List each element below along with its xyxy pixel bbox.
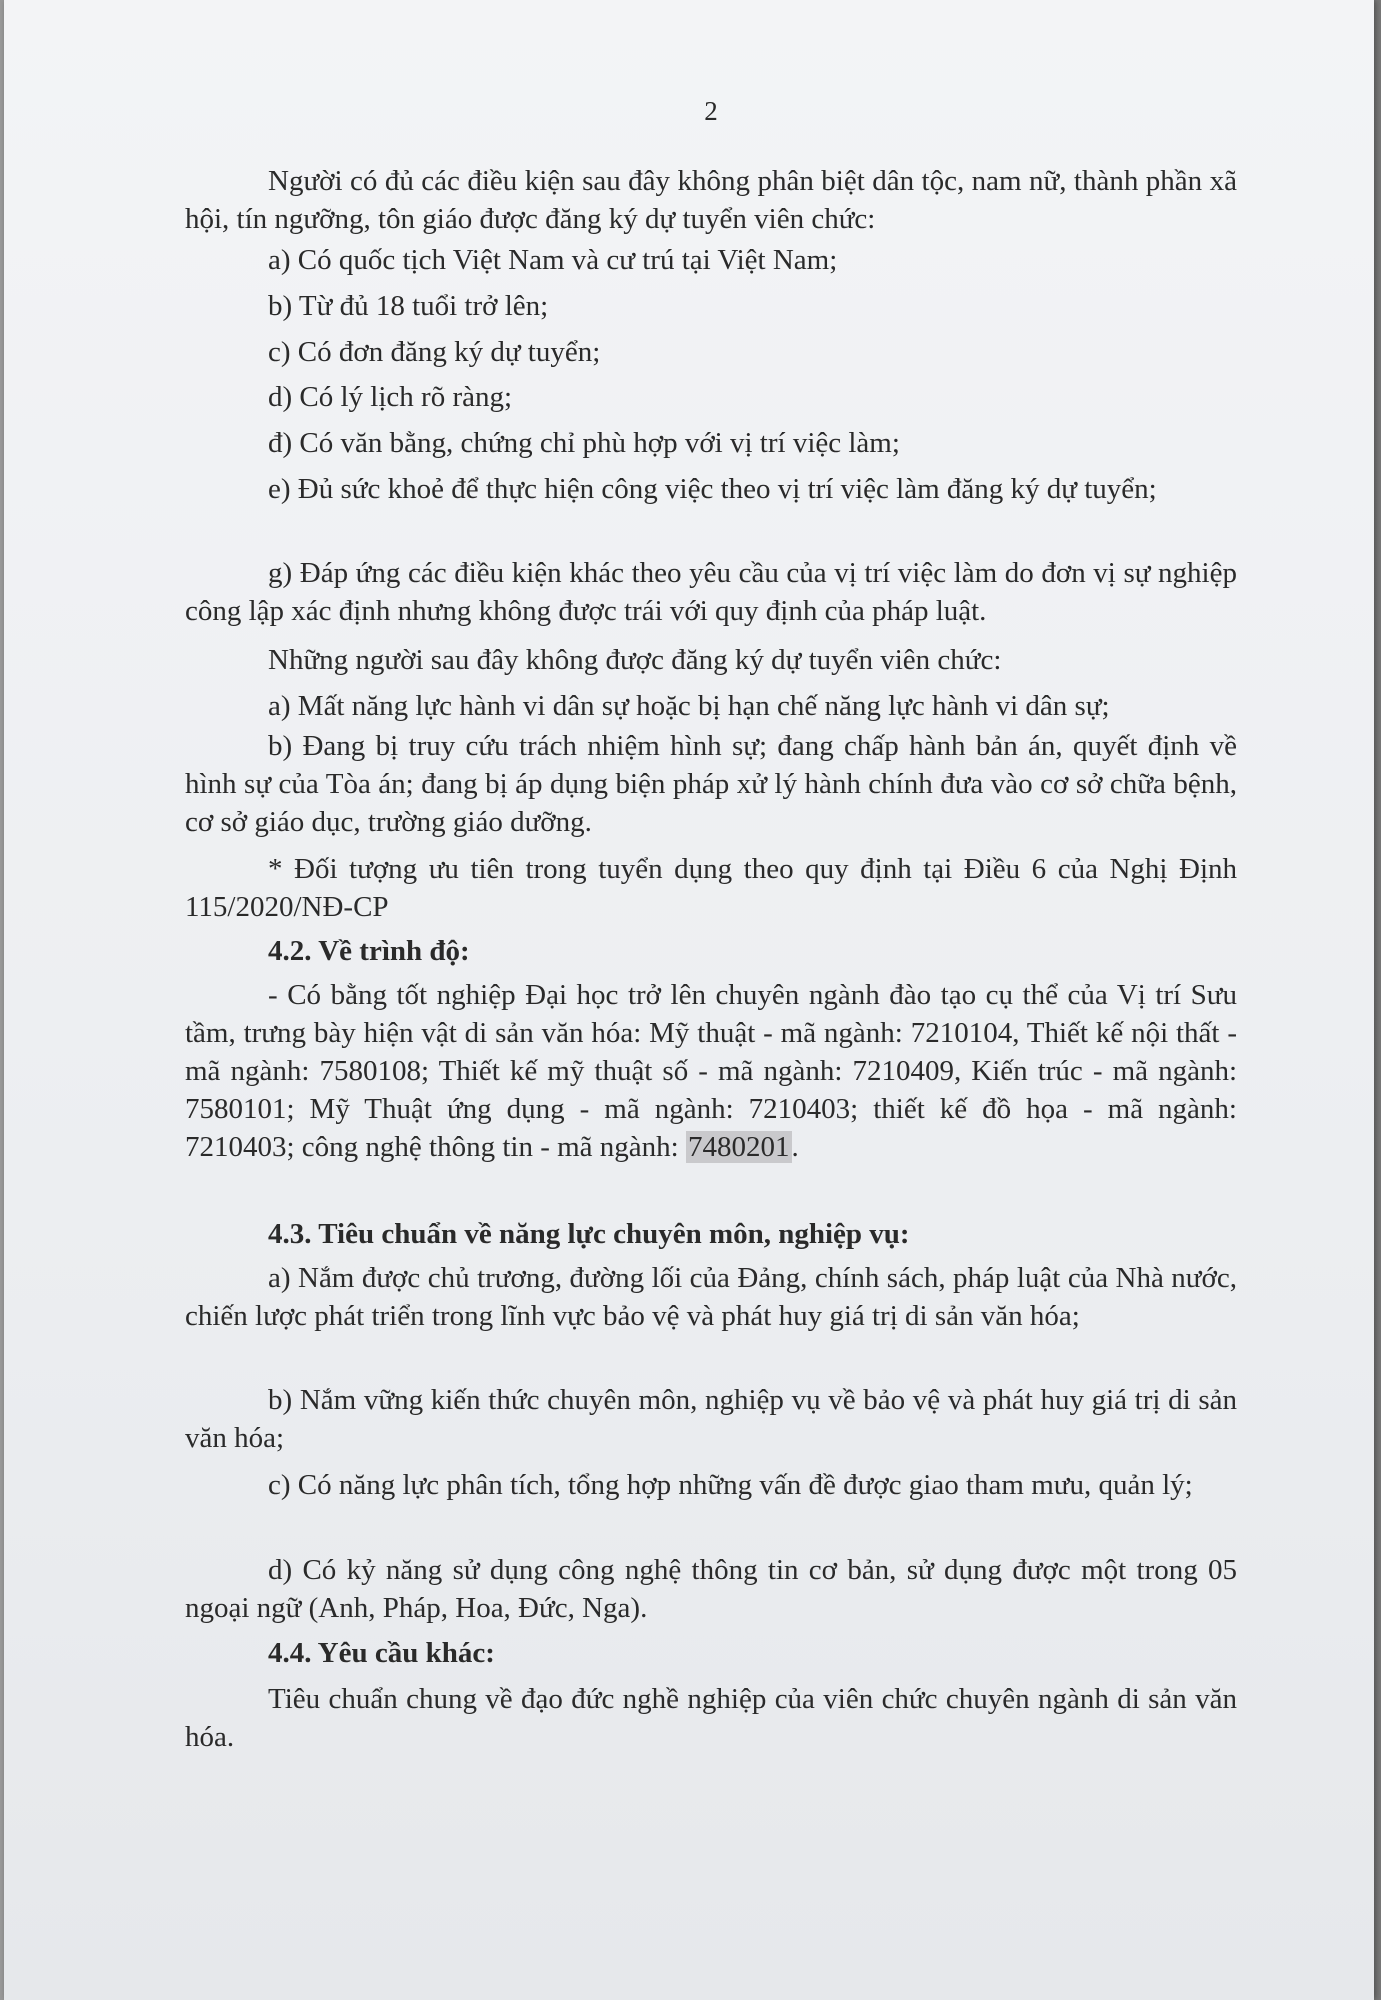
eligibility-item: b) Từ đủ 18 tuổi trở lên; (268, 290, 549, 322)
eligibility-item: đ) Có văn bằng, chứng chỉ phù hợp với vị trí việc làm; (268, 427, 900, 459)
page-number: 2 (704, 96, 718, 126)
eligibility-item: c) Có đơn đăng ký dự tuyển; (268, 336, 601, 368)
exclusion-item: b) Đang bị truy cứu trách nhiệm hình sự; đang chấp hành bản án, quyết định về hình sự của Tòa án; đang bị áp dụng biện pháp xử lý hành chính đưa vào cơ sở chữa bệnh, cơ sở giáo dục, trường giáo dưỡng. (185, 730, 1237, 838)
section-heading-4-2: 4.2. Về trình độ: (268, 935, 470, 967)
eligibility-item: d) Có lý lịch rõ ràng; (268, 381, 513, 413)
competency-item: b) Nắm vững kiến thức chuyên môn, nghiệp vụ về bảo vệ và phát huy giá trị di sản văn hóa; (185, 1384, 1237, 1454)
eligibility-intro: Người có đủ các điều kiện sau đây không phân biệt dân tộc, nam nữ, thành phần xã hội, tín ngưỡng, tôn giáo được đăng ký dự tuyển viên chức: (185, 165, 1237, 235)
eligibility-item: e) Đủ sức khoẻ để thực hiện công việc theo vị trí việc làm đăng ký dự tuyển; (268, 473, 1157, 505)
competency-item: d) Có kỷ năng sử dụng công nghệ thông tin cơ bản, sử dụng được một trong 05 ngoại ngữ (Anh, Pháp, Hoa, Đức, Nga). (185, 1554, 1237, 1624)
qualification-paragraph (185, 976, 1237, 1166)
qualification-text: - Có bằng tốt nghiệp Đại học trở lên chuyên ngành đào tạo cụ thể của Vị trí Sưu tầm, trưng bày hiện vật di sản văn hóa: Mỹ thuật - mã ngành: 7210104, Thiết kế nội thất - mã ngành: 7580108; Thiết kế mỹ thuật số - mã ngành: 7210409, Kiến trúc - mã ngành: 7580101; Mỹ Thuật ứng dụng - mã ngành: 7210403; thiết kế đồ họa - mã ngành: 7210403; công nghệ thông tin - mã ngành: (185, 979, 1237, 1163)
eligibility-item: a) Có quốc tịch Việt Nam và cư trú tại Việt Nam; (268, 244, 838, 276)
eligibility-item: g) Đáp ứng các điều kiện khác theo yêu cầu của vị trí việc làm do đơn vị sự nghiệp công lập xác định nhưng không được trái với quy định của pháp luật. (185, 557, 1237, 627)
competency-item: c) Có năng lực phân tích, tổng hợp những vấn đề được giao tham mưu, quản lý; (268, 1469, 1193, 1501)
priority-note: * Đối tượng ưu tiên trong tuyển dụng theo quy định tại Điều 6 của Nghị Định 115/2020/NĐ-CP (185, 853, 1237, 923)
section-heading-4-4: 4.4. Yêu cầu khác: (268, 1637, 495, 1669)
exclusion-item: a) Mất năng lực hành vi dân sự hoặc bị hạn chế năng lực hành vi dân sự; (268, 690, 1110, 722)
other-requirements-text: Tiêu chuẩn chung về đạo đức nghề nghiệp của viên chức chuyên ngành di sản văn hóa. (185, 1683, 1237, 1753)
competency-item: a) Nắm được chủ trương, đường lối của Đảng, chính sách, pháp luật của Nhà nước, chiến lược phát triển trong lĩnh vực bảo vệ và phát huy giá trị di sản văn hóa; (185, 1262, 1237, 1332)
qualification-end: . (791, 1131, 799, 1163)
paper-sheet (4, 0, 1374, 2000)
highlighted-major-code: 7480201 (688, 1131, 790, 1163)
exclusions-intro: Những người sau đây không được đăng ký dự tuyển viên chức: (268, 644, 1002, 676)
section-heading-4-3: 4.3. Tiêu chuẩn về năng lực chuyên môn, nghiệp vụ: (268, 1218, 910, 1250)
